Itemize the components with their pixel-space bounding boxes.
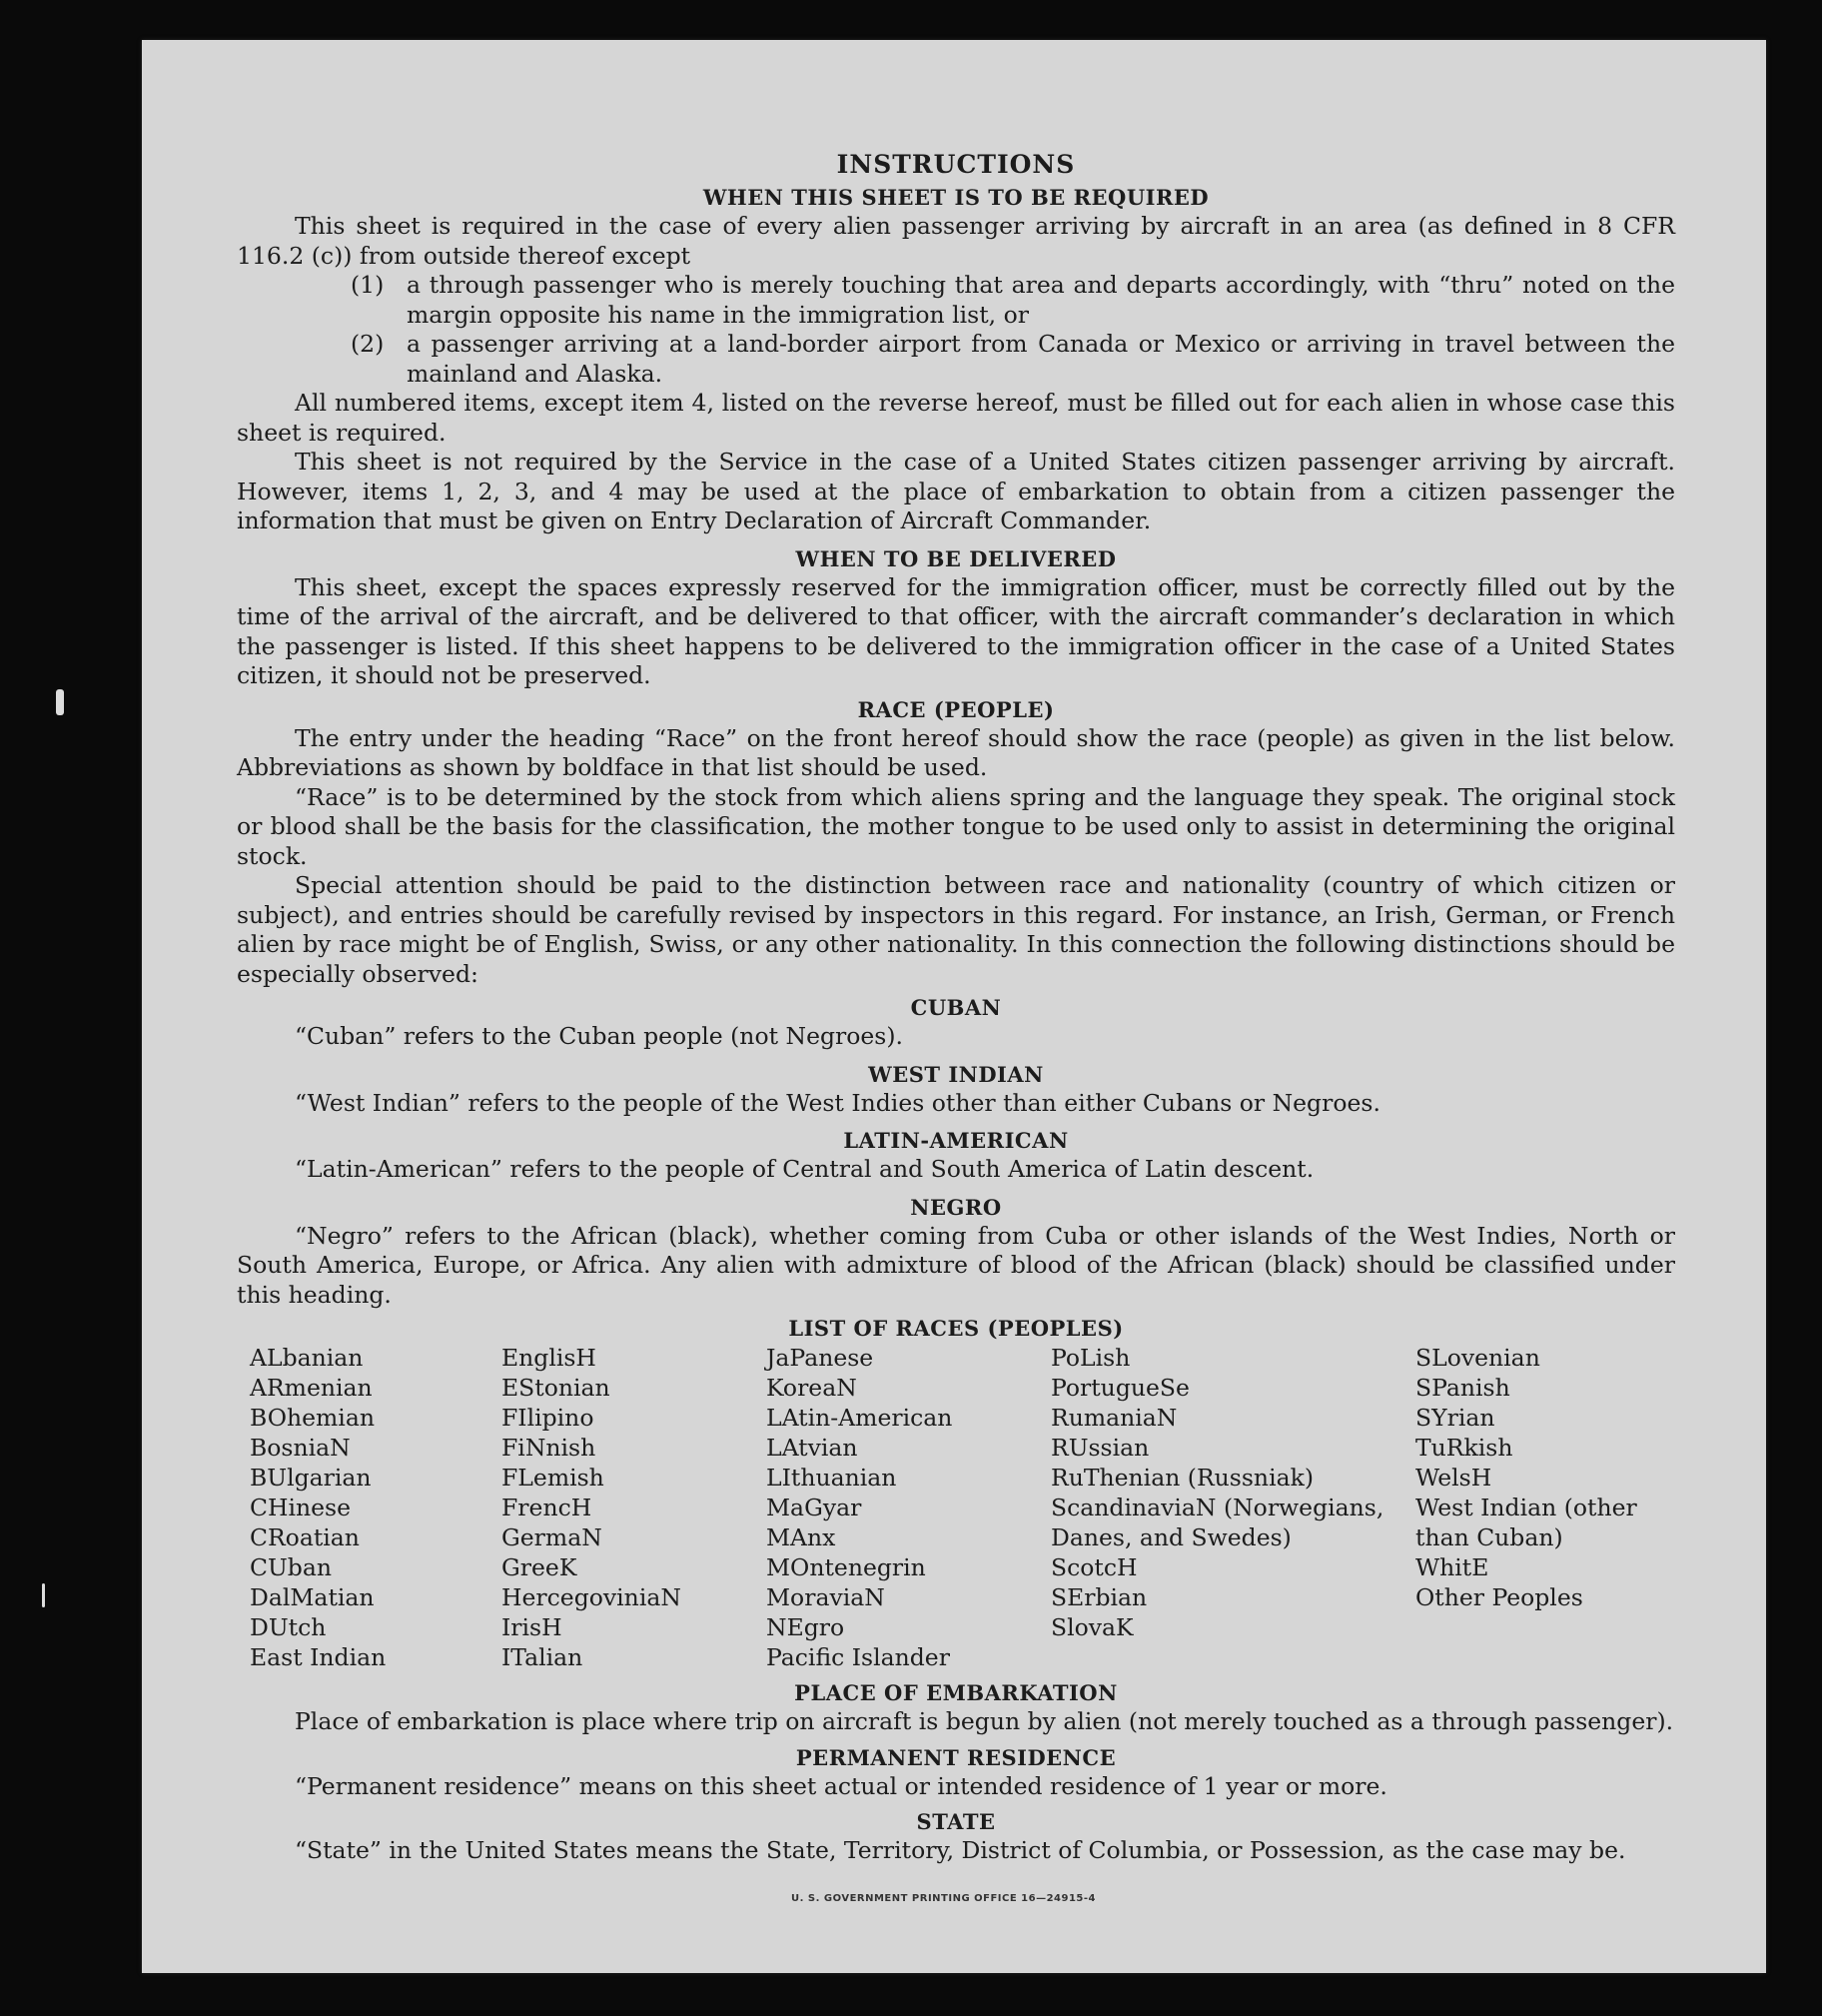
race-entry: Pacific Islander: [766, 1643, 950, 1671]
race-paragraph-3: Special attention should be paid to the distinction between race and nationality (country of which citizen or subject), and entries should be carefully revised by inspectors in this regard. For instance, an Irish, German, or French alien by race might be of English, Swiss, or any other nationality. In this connection the following distinctions should be especially observed:: [237, 871, 1675, 988]
when-required-heading: WHEN THIS SHEET IS TO BE REQUIRED: [702, 185, 1210, 210]
numbered-items-paragraph: All numbered items, except item 4, listed on the reverse hereof, must be filled out for each alien in whose case this sheet is required.: [237, 389, 1675, 447]
race-entry: HercegoviniaN: [501, 1583, 681, 1611]
exception-number: (1): [351, 271, 385, 299]
race-entry: Other Peoples: [1415, 1583, 1583, 1611]
west-indian-paragraph: “West Indian” refers to the people of the West Indies other than either Cubans or Negroes.: [295, 1088, 1380, 1117]
exception-text: a through passenger who is merely touching that area and departs accordingly, with “thru” noted on the margin opposite his name in the immigration list, or: [407, 271, 1675, 329]
race-entry: FrencH: [501, 1494, 592, 1521]
race-entry: FiNnish: [501, 1434, 596, 1462]
place-of-embarkation-heading: PLACE OF EMBARKATION: [794, 1680, 1118, 1705]
race-entry: CHinese: [250, 1494, 351, 1521]
exception-text: a passenger arriving at a land-border airport from Canada or Mexico or arriving in travel between the mainland and Alaska.: [407, 330, 1675, 388]
race-entry: WelsH: [1415, 1464, 1492, 1492]
latin-american-paragraph: “Latin-American” refers to the people of Central and South America of Latin descent.: [295, 1155, 1315, 1183]
instructions-title: INSTRUCTIONS: [836, 150, 1076, 179]
race-paragraph-2: “Race” is to be determined by the stock from which aliens spring and the language they speak. The original stock or blood shall be the basis for the classification, the mother tongue to be used only to assist in determining the original stock.: [237, 782, 1675, 870]
race-entry: PortugueSe: [1051, 1374, 1190, 1402]
negro-heading: NEGRO: [910, 1194, 1002, 1220]
race-entry: BOhemian: [250, 1404, 375, 1432]
when-delivered-paragraph: This sheet, except the spaces expressly reserved for the immigration officer, must be correctly filled out by the time of the arrival of the aircraft, and be delivered to that officer, with the aircraft commander’s declaration in which the passenger is listed. If this sheet happens to be delivered to the immigration officer in the case of a United States citizen, it should not be preserved.: [237, 572, 1675, 689]
races-column-1: [237, 1343, 501, 1672]
race-entry: IrisH: [501, 1613, 562, 1641]
when-required-intro: This sheet is required in the case of every alien passenger arriving by aircraft in an area (as defined in 8 CFR 116.2 (c)) from outside thereof except: [237, 212, 1675, 270]
race-entry: BUlgarian: [250, 1464, 372, 1492]
race-entry: MaGyar: [766, 1494, 862, 1521]
race-entry: RUssian: [1051, 1434, 1150, 1462]
race-paragraph-1: The entry under the heading “Race” on the front hereof should show the race (people) as given in the list below. Abbreviations as shown by boldface in that list should be used.: [237, 723, 1675, 781]
place-of-embarkation-paragraph: Place of embarkation is place where trip on aircraft is begun by alien (not merely touched as a through passenger).: [295, 1707, 1674, 1735]
cuban-paragraph: “Cuban” refers to the Cuban people (not Negroes).: [295, 1022, 904, 1050]
race-entry: SLovenian: [1415, 1344, 1540, 1372]
races-column-3: [766, 1343, 1051, 1672]
race-entry: BosniaN: [250, 1434, 351, 1462]
exception-item-2: [237, 330, 1675, 389]
negro-paragraph: “Negro” refers to the African (black), whether coming from Cuba or other islands of the West Indies, North or South America, Europe, or Africa. Any alien with admixture of blood of the African (black) should be classified under this heading.: [237, 1221, 1675, 1309]
race-entry: ScotcH: [1051, 1553, 1138, 1581]
when-delivered-heading: WHEN TO BE DELIVERED: [795, 545, 1117, 571]
instructions-section: [237, 110, 1675, 1866]
race-entry: RuThenian (Russniak): [1051, 1464, 1314, 1492]
state-paragraph: “State” in the United States means the State, Territory, District of Columbia, or Possession, as the case may be.: [295, 1836, 1626, 1864]
race-entry: SYrian: [1415, 1404, 1495, 1432]
state-heading: STATE: [916, 1809, 996, 1834]
race-entry: NEgro: [766, 1613, 845, 1641]
race-entry: GreeK: [501, 1553, 577, 1581]
exception-number: (2): [351, 330, 385, 358]
races-column-2: [501, 1343, 766, 1672]
west-indian-heading: WEST INDIAN: [868, 1061, 1044, 1087]
race-entry: ScandinaviaN (Norwegians, Danes, and Swedes): [1051, 1494, 1384, 1551]
permanent-residence-paragraph: “Permanent residence” means on this sheet actual or intended residence of 1 year or more.: [295, 1771, 1387, 1800]
race-entry: TuRkish: [1415, 1434, 1513, 1462]
exception-item-1: [237, 271, 1675, 330]
latin-american-heading: LATIN-AMERICAN: [843, 1128, 1069, 1153]
document-page: [142, 40, 1766, 1973]
race-entry: RumaniaN: [1051, 1404, 1178, 1432]
race-entry: SErbian: [1051, 1583, 1148, 1611]
race-entry: LAtvian: [766, 1434, 858, 1462]
scan-artifact: [42, 1583, 45, 1607]
race-entry: CUban: [250, 1553, 332, 1581]
race-entry: East Indian: [250, 1643, 387, 1671]
races-column-5: [1415, 1343, 1675, 1672]
race-entry: GermaN: [501, 1523, 602, 1551]
race-entry: DUtch: [250, 1613, 327, 1641]
race-entry: MAnx: [766, 1523, 836, 1551]
race-entry: FLemish: [501, 1464, 604, 1492]
race-entry: West Indian (other than Cuban): [1415, 1494, 1637, 1551]
race-entry: MoraviaN: [766, 1583, 885, 1611]
cuban-heading: CUBAN: [910, 995, 1002, 1020]
scan-artifact: [56, 689, 64, 715]
race-entry: SlovaK: [1051, 1613, 1134, 1641]
race-entry: KoreaN: [766, 1374, 857, 1402]
race-entry: WhitE: [1415, 1553, 1489, 1581]
race-entry: EStonian: [501, 1374, 610, 1402]
printing-office-footer: U. S. GOVERNMENT PRINTING OFFICE 16—24915-4: [791, 1893, 1096, 1904]
race-entry: ARmenian: [250, 1374, 373, 1402]
race-entry: DalMatian: [250, 1583, 375, 1611]
races-column-4: [1051, 1343, 1415, 1672]
race-entry: PoLish: [1051, 1344, 1131, 1372]
race-entry: SPanish: [1415, 1374, 1510, 1402]
race-entry: ALbanian: [250, 1344, 364, 1372]
race-entry: EnglisH: [501, 1344, 596, 1372]
race-entry: FIlipino: [501, 1404, 594, 1432]
list-of-races-table: [237, 1343, 1675, 1672]
race-entry: CRoatian: [250, 1523, 360, 1551]
race-entry: LAtin-American: [766, 1404, 953, 1432]
permanent-residence-heading: PERMANENT RESIDENCE: [795, 1744, 1117, 1770]
race-entry: JaPanese: [766, 1344, 874, 1372]
citizen-note-paragraph: This sheet is not required by the Service in the case of a United States citizen passenger arriving by aircraft. However, items 1, 2, 3, and 4 may be used at the place of embarkation to obtain from a citizen passenger the information that must be given on Entry Declaration of Aircraft Commander.: [237, 448, 1675, 534]
race-heading: RACE (PEOPLE): [857, 696, 1055, 722]
race-entry: LIthuanian: [766, 1464, 897, 1492]
race-entry: MOntenegrin: [766, 1553, 926, 1581]
list-of-races-heading: LIST OF RACES (PEOPLES): [788, 1316, 1124, 1341]
race-entry: ITalian: [501, 1643, 583, 1671]
